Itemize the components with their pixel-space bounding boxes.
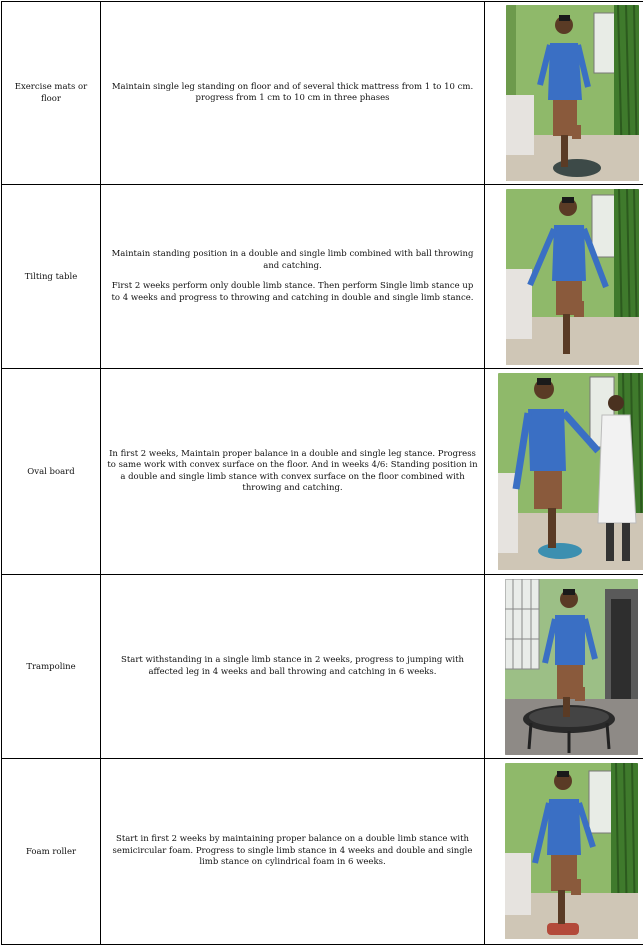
- protocol-text: In first 2 weeks, Maintain proper balance in a double and single leg stance. Progress to same work with convex surface on the floor. And in weeks 4/6: Standing position in a double and single limb stance with convex surface on the floor combined with throwing and catching.: [107, 448, 478, 493]
- photo-cell: [485, 575, 643, 759]
- protocol-text: Start withstanding in a single limb stance in 2 weeks, progress to jumping with affected leg in 4 weeks and ball throwing and catching in 6 weeks.: [121, 655, 464, 677]
- protocol-text: Maintain single leg standing on floor and of several thick mattress from 1 to 10 cm. progress from 1 cm to 10 cm in three phases: [111, 81, 474, 103]
- protocol-cell: [101, 575, 485, 759]
- equipment-cell: Trampoline: [2, 575, 101, 759]
- photo-cell: [485, 2, 643, 185]
- equipment-cell: Exercise mats or floor: [2, 2, 101, 185]
- table-row: [2, 185, 643, 369]
- exercise-photo-mat: [506, 5, 639, 181]
- equipment-cell: Tilting table: [2, 185, 101, 369]
- protocol-cell: [101, 185, 485, 369]
- equipment-cell: Foam roller: [2, 759, 101, 945]
- table-row: [2, 759, 643, 945]
- table-row: [2, 369, 643, 575]
- equipment-cell: Oval board: [2, 369, 101, 575]
- exercise-photo-trampoline: [505, 579, 638, 755]
- protocol-text: First 2 weeks perform only double limb stance. Then perform Single limb stance up to 4 weeks and progress to throwing and catching in double and single limb stance.: [111, 281, 474, 303]
- protocol-text: Maintain standing position in a double and single limb combined with ball throwing and catching.: [111, 249, 474, 271]
- exercise-photo-foam-roller: [505, 763, 638, 939]
- exercise-photo-oval-board: [498, 373, 643, 570]
- protocol-cell: [101, 369, 485, 575]
- photo-cell: [485, 759, 643, 945]
- table-row: [2, 575, 643, 759]
- photo-cell: [485, 369, 643, 575]
- photo-cell: [485, 185, 643, 369]
- protocol-text: Start in first 2 weeks by maintaining proper balance on a double limb stance with semicircular foam. Progress to single limb stance in 4 weeks and double and single limb stance on cylindrical foam in 6 weeks.: [112, 834, 473, 868]
- protocol-cell: [101, 759, 485, 945]
- table-row: [2, 2, 643, 185]
- protocol-cell: [101, 2, 485, 185]
- exercise-protocol-table: [1, 1, 643, 945]
- exercise-photo-tilting-table: [506, 189, 639, 365]
